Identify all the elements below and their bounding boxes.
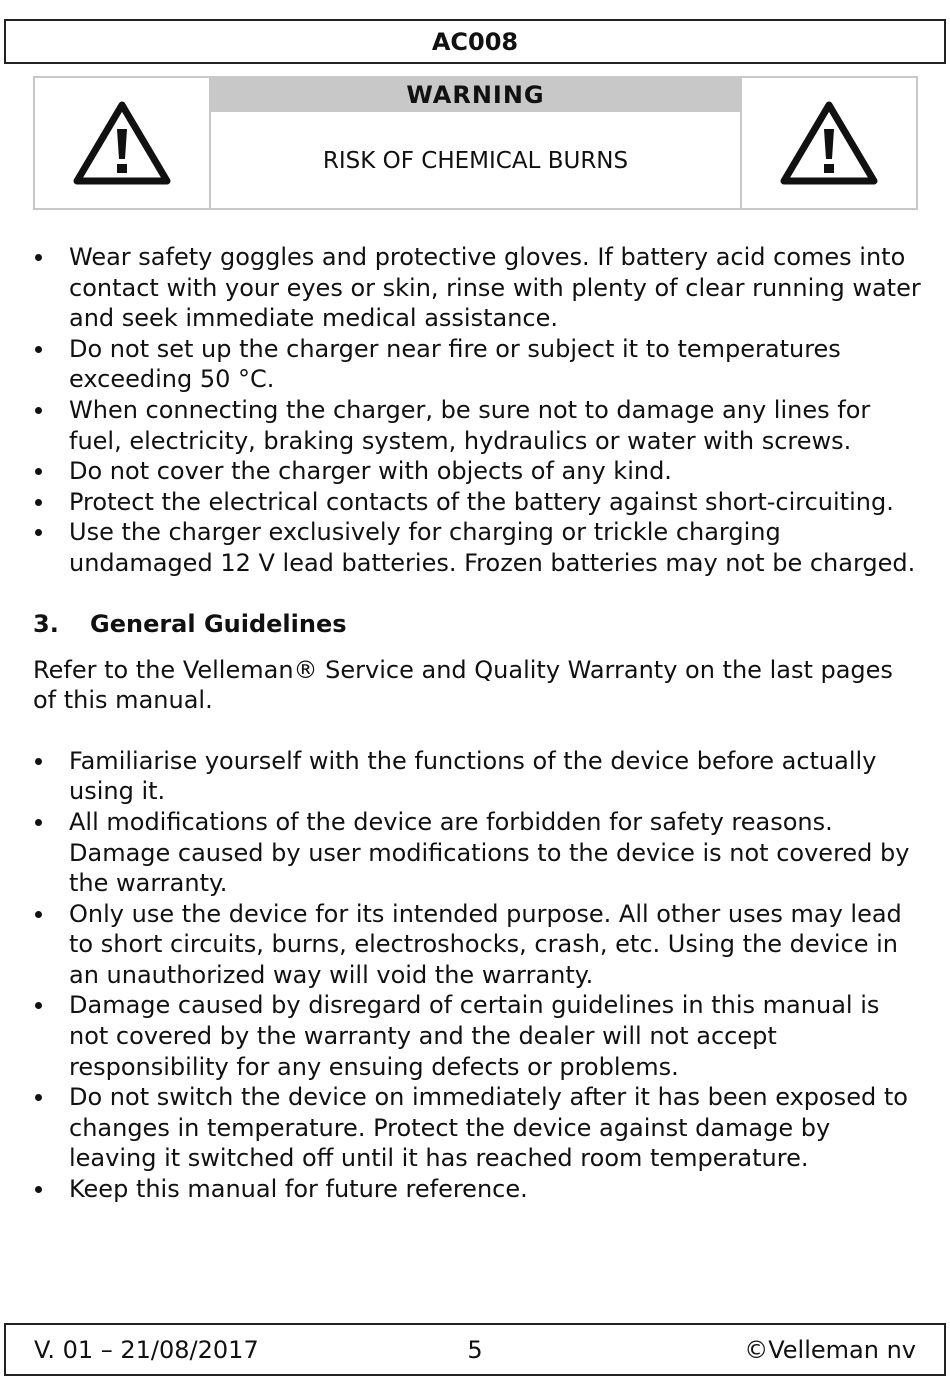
list-item: Do not switch the device on immediately after it has been exposed to changes in temperature. Protect the device against damage by leaving it switched off until it has reached room temperature. <box>33 1082 923 1174</box>
guidelines-list <box>33 746 923 1205</box>
list-item: Do not cover the charger with objects of any kind. <box>33 456 923 487</box>
warning-triangle-icon <box>779 99 879 187</box>
warning-icon-cell-right <box>740 78 916 208</box>
section-title: General Guidelines <box>90 609 347 638</box>
list-item: Keep this manual for future reference. <box>33 1174 923 1205</box>
warning-icon-cell-left <box>35 78 211 208</box>
warning-message: RISK OF CHEMICAL BURNS <box>322 148 629 174</box>
list-item: Familiarise yourself with the functions of the device before actually using it. <box>33 746 923 807</box>
list-item: Do not set up the charger near fire or subject it to temperatures exceeding 50 °C. <box>33 334 923 395</box>
list-item: When connecting the charger, be sure not to damage any lines for fuel, electricity, braking system, hydraulics or water with screws. <box>33 395 923 456</box>
safety-list <box>33 242 923 579</box>
page-footer <box>4 1323 946 1376</box>
section-number: 3. <box>33 609 59 638</box>
list-item: Damage caused by disregard of certain guidelines in this manual is not covered by the warranty and the dealer will not accept responsibility for any ensuing defects or problems. <box>33 990 923 1082</box>
list-item: Protect the electrical contacts of the battery against short-circuiting. <box>33 487 923 518</box>
list-item: Use the charger exclusively for charging or trickle charging undamaged 12 V lead batteries. Frozen batteries may not be charged. <box>33 517 923 578</box>
list-item: Only use the device for its intended purpose. All other uses may lead to short circuits, burns, electroshocks, crash, etc. Using the device in an unauthorized way will void the warranty. <box>33 899 923 991</box>
warning-box <box>33 76 918 210</box>
page-content <box>33 242 923 1205</box>
section-intro: Refer to the Velleman® Service and Quality Warranty on the last pages of this manual. <box>33 655 893 715</box>
page-header <box>4 19 946 64</box>
model-number: AC008 <box>431 28 519 56</box>
warning-text-cell <box>211 78 740 208</box>
list-item: All modifications of the device are forbidden for safety reasons. Damage caused by user modifications to the device is not covered by the warranty. <box>33 807 923 899</box>
page-number: 5 <box>467 1336 483 1364</box>
list-item: Wear safety goggles and protective gloves. If battery acid comes into contact with your eyes or skin, rinse with plenty of clear running water and seek immediate medical assistance. <box>33 242 923 334</box>
copyright: ©Velleman nv <box>744 1336 916 1364</box>
section-heading <box>33 609 923 639</box>
version-date: V. 01 – 21/08/2017 <box>34 1336 259 1364</box>
warning-heading: WARNING <box>211 78 740 112</box>
warning-triangle-icon <box>72 99 172 187</box>
